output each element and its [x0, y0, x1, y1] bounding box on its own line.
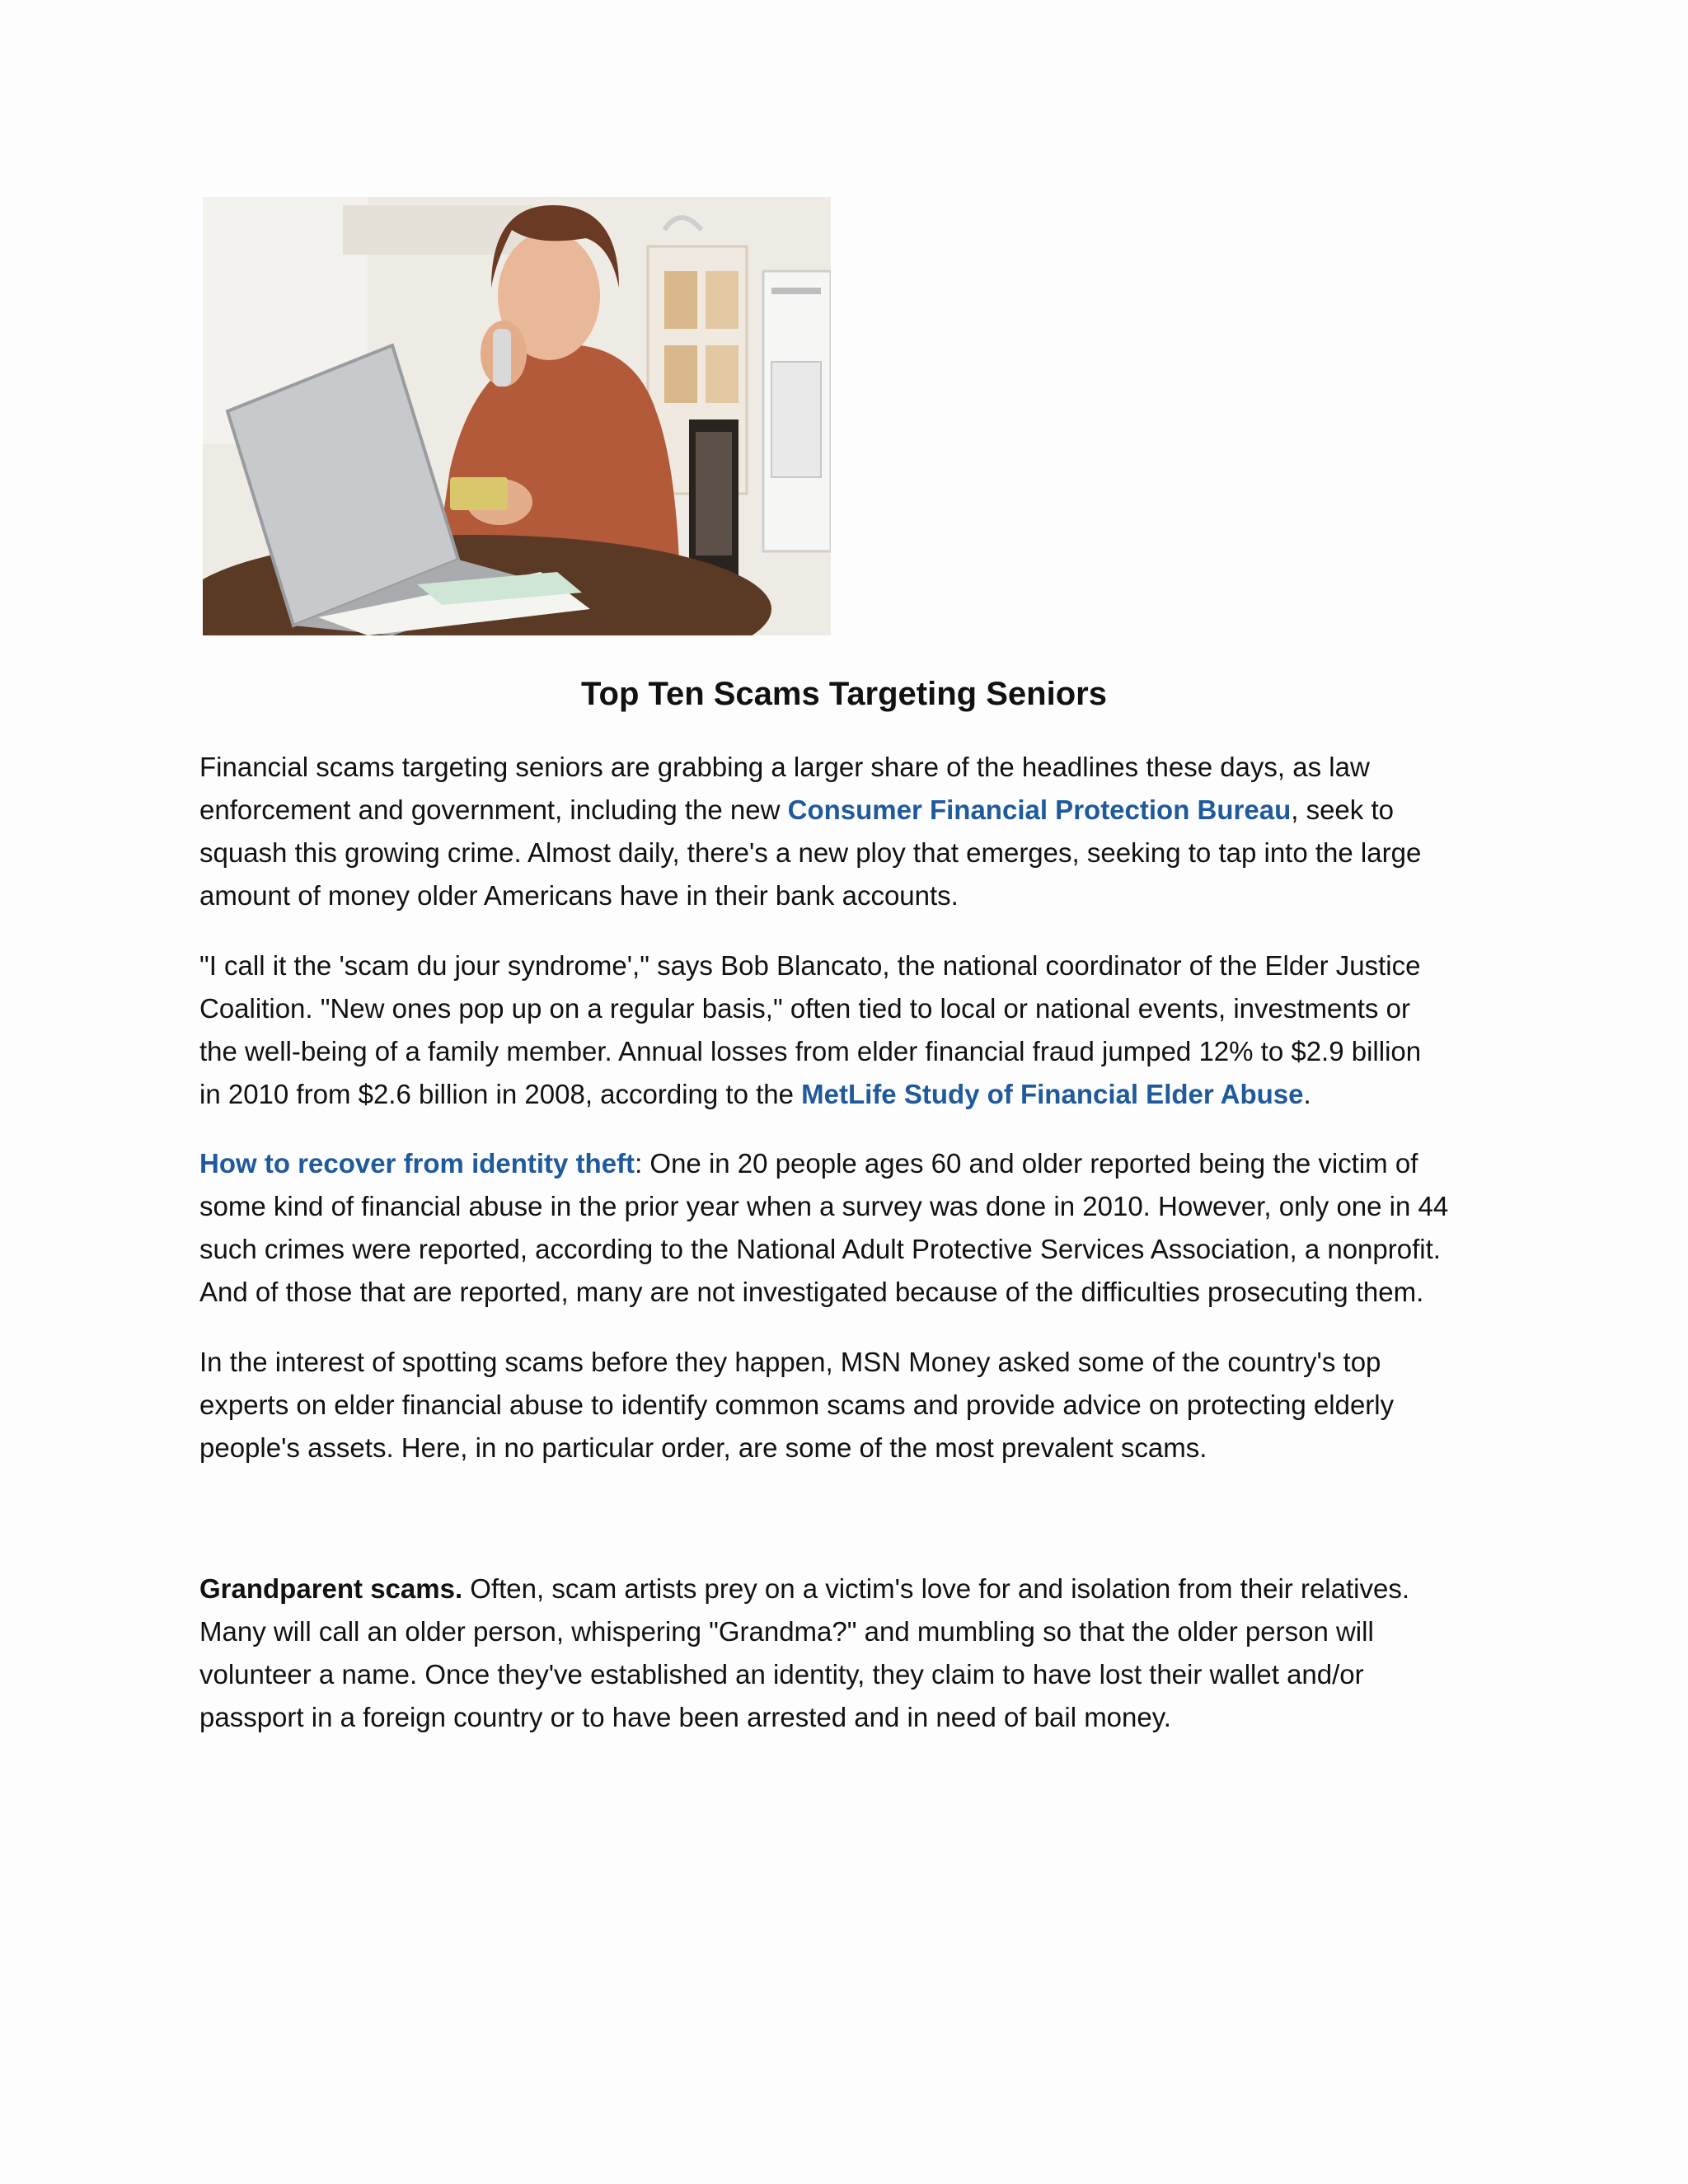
identity-theft-link[interactable]: How to recover from identity theft: [199, 1148, 635, 1179]
paragraph-msn-money: [199, 1341, 1502, 1469]
article-title: Top Ten Scams Targeting Seniors: [581, 676, 1107, 712]
text-line: amount of money older Americans have in their bank accounts.: [199, 880, 959, 911]
text-line: [199, 1073, 1502, 1116]
article-photo: [203, 197, 831, 635]
text-line: people's assets. Here, in no particular order, are some of the most prevalent scams.: [199, 1432, 1207, 1463]
text-line: Coalition. "New ones pop up on a regular basis," often tied to local or national events, investments or: [199, 993, 1410, 1024]
text-line: Financial scams targeting seniors are grabbing a larger share of the headlines these days, as law: [199, 752, 1370, 782]
text-line: And of those that are reported, many are not investigated because of the difficulties prosecuting them.: [199, 1277, 1424, 1307]
paragraph-quote: [199, 944, 1502, 1116]
paragraph-grandparent-scams: [199, 1568, 1502, 1739]
text-line: experts on elder financial abuse to identify common scams and provide advice on protecting elderly: [199, 1390, 1395, 1420]
metlife-study-link[interactable]: MetLife Study of Financial Elder Abuse: [801, 1079, 1304, 1109]
text-line: Many will call an older person, whispering "Grandma?" and mumbling so that the older person will: [199, 1616, 1374, 1647]
text-span: in 2010 from $2.6 billion in 2008, according to the: [199, 1079, 802, 1109]
text-span: : One in 20 people ages 60 and older reported being the victim of: [635, 1148, 1418, 1179]
section-lead: Grandparent scams.: [199, 1573, 463, 1604]
text-line: squash this growing crime. Almost daily, there's a new ploy that emerges, seeking to tap into the large: [199, 837, 1422, 868]
cfpb-link[interactable]: Consumer Financial Protection Bureau: [787, 794, 1292, 825]
text-span: Often, scam artists prey on a victim's love for and isolation from their relatives.: [462, 1573, 1410, 1604]
text-line: [199, 1568, 1502, 1610]
text-span: , seek to: [1291, 794, 1394, 825]
text-span: enforcement and government, including the new: [199, 794, 788, 825]
text-line: such crimes were reported, according to the National Adult Protective Services Association, a nonprofit.: [199, 1234, 1441, 1264]
paragraph-identity-theft: [199, 1142, 1502, 1314]
text-line: [199, 789, 1502, 832]
text-span: .: [1303, 1079, 1311, 1109]
text-line: some kind of financial abuse in the prior year when a survey was done in 2010. However, only one in 44: [199, 1191, 1449, 1221]
text-line: volunteer a name. Once they've established an identity, they claim to have lost their wallet and/or: [199, 1659, 1364, 1690]
text-line: [199, 1142, 1502, 1185]
text-line: "I call it the 'scam du jour syndrome'," says Bob Blancato, the national coordinator of the Elder Justice: [199, 950, 1421, 981]
text-line: the well-being of a family member. Annual losses from elder financial fraud jumped 12% to $2.9 billion: [199, 1036, 1422, 1066]
text-line: In the interest of spotting scams before they happen, MSN Money asked some of the country's top: [199, 1347, 1381, 1377]
paragraph-intro: [199, 746, 1502, 917]
text-line: passport in a foreign country or to have been arrested and in need of bail money.: [199, 1702, 1171, 1732]
